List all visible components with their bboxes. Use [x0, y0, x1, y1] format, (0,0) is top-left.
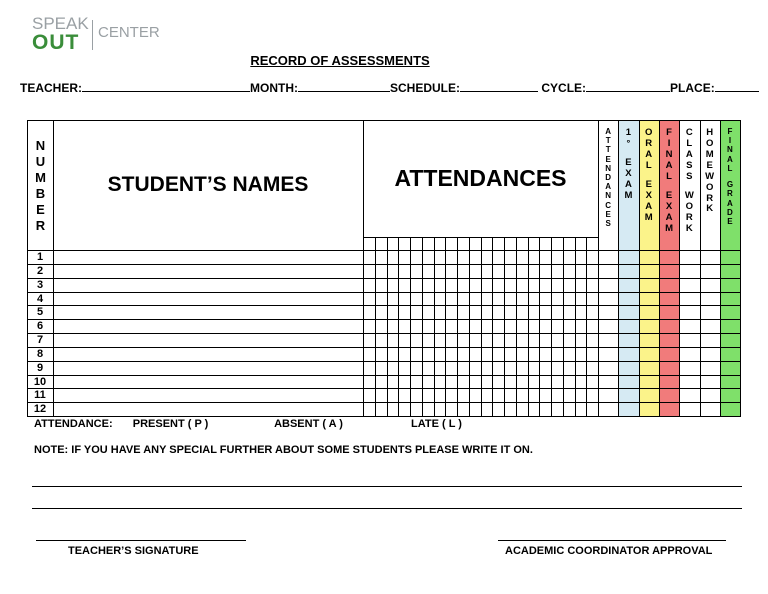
attendances-header: ATTENDANCES: [394, 165, 567, 191]
column-header-class-work: C L A S S W O R K: [684, 127, 694, 234]
row-number: 7: [36, 334, 44, 346]
place-field[interactable]: [715, 82, 759, 92]
teacher-label: TEACHER:: [20, 81, 82, 95]
student-name-cell[interactable]: [54, 376, 362, 388]
document-title: RECORD OF ASSESSMENTS: [250, 53, 430, 68]
student-name-cell[interactable]: [54, 389, 362, 401]
row-number: 6: [36, 320, 44, 333]
student-name-cell[interactable]: [54, 320, 362, 332]
note-line-2[interactable]: [32, 508, 742, 509]
logo-divider: [92, 20, 93, 50]
column-header-attendances: A T T E N D A N C E S: [605, 127, 612, 228]
coordinator-approval-label: ACADEMIC COORDINATOR APPROVAL: [505, 545, 713, 557]
column-header-1-exam: 1 ° E X A M: [624, 127, 633, 202]
assessment-table: [27, 120, 741, 417]
row-number: 3: [36, 278, 44, 291]
column-header-final-grade: F I N A L G R A D E: [726, 127, 734, 226]
teacher-field[interactable]: [82, 82, 250, 92]
row-number: 11: [34, 389, 46, 402]
column-header-homework: H O M E W O R K: [705, 127, 715, 215]
teacher-signature-line[interactable]: [36, 540, 246, 541]
legend-late: LATE ( L ): [411, 418, 462, 430]
month-field[interactable]: [298, 82, 390, 92]
legend-attendance-label: ATTENDANCE:: [34, 418, 113, 430]
row-number: 4: [36, 292, 44, 305]
student-name-cell[interactable]: [54, 348, 362, 360]
student-name-cell[interactable]: [54, 403, 362, 415]
student-name-cell[interactable]: [54, 293, 362, 305]
student-name-cell[interactable]: [54, 362, 362, 374]
student-name-cell[interactable]: [54, 279, 362, 291]
coordinator-signature-line[interactable]: [498, 540, 726, 541]
row-number: 12: [33, 403, 47, 416]
legend-present: PRESENT ( P ): [132, 418, 209, 430]
month-label: MONTH:: [250, 81, 298, 95]
attendance-legend: [34, 418, 462, 430]
cycle-label: CYCLE:: [541, 81, 587, 95]
legend-absent: ABSENT ( A ): [274, 418, 343, 430]
schedule-label: SCHEDULE:: [390, 81, 461, 95]
logo-out-text: OUT: [32, 31, 80, 54]
row-number: 1: [36, 251, 44, 263]
cycle-field[interactable]: [586, 82, 670, 92]
speakout-logo: [32, 14, 162, 54]
teacher-signature-label: TEACHER’S SIGNATURE: [68, 545, 199, 557]
row-number: 8: [36, 347, 44, 360]
note-text: NOTE: IF YOU HAVE ANY SPECIAL FURTHER ABOUT SOME STUDENTS PLEASE WRITE IT ON.: [34, 444, 533, 456]
column-header-final-exam: F I N A L E X A M: [665, 127, 673, 234]
header-fields: [20, 81, 759, 95]
number-header: N U M B E R: [35, 138, 46, 233]
student-name-cell[interactable]: [54, 334, 362, 346]
column-header-oral-exam: O R A L E X A M: [644, 127, 653, 223]
student-name-cell[interactable]: [54, 251, 362, 263]
student-names-header: STUDENT’S NAMES: [107, 173, 309, 196]
note-line-1[interactable]: [32, 486, 742, 487]
row-number: 10: [33, 375, 47, 388]
student-name-cell[interactable]: [54, 265, 362, 277]
logo-speak-text: SPEAK: [32, 14, 89, 33]
place-label: PLACE:: [670, 81, 715, 95]
student-name-cell[interactable]: [54, 306, 362, 318]
schedule-field[interactable]: [460, 82, 538, 92]
row-number: 9: [36, 361, 44, 374]
logo-center-text: CENTER: [98, 24, 160, 41]
row-number: 2: [36, 264, 44, 277]
row-number: 5: [36, 306, 44, 319]
